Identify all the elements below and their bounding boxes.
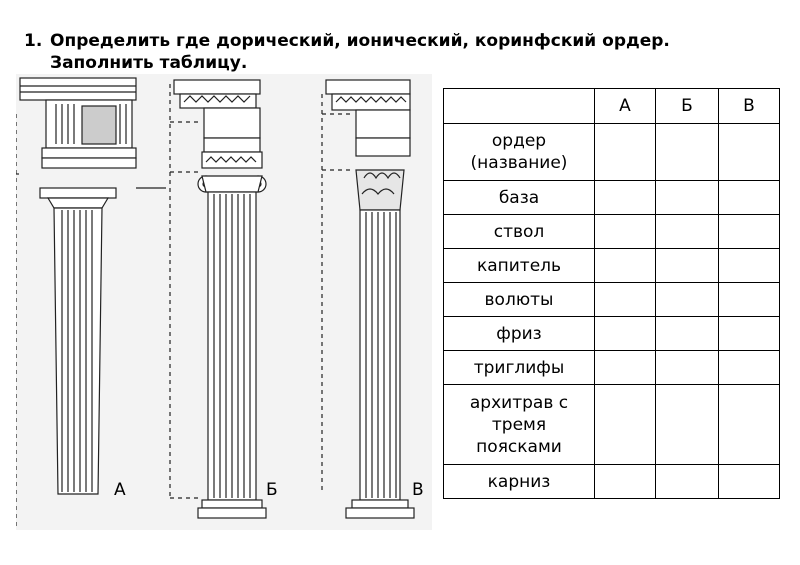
table-header-row [444, 89, 780, 124]
table-row [444, 465, 780, 499]
answer-cell[interactable] [656, 283, 719, 317]
columns-illustration [16, 74, 432, 530]
row-label-order [444, 124, 595, 181]
row-label-capital: капитель [444, 249, 595, 283]
answer-cell[interactable] [719, 124, 780, 181]
row-label-line: архитрав с [469, 392, 569, 413]
table-row [444, 351, 780, 385]
row-label-line: тремя [491, 414, 547, 435]
orders-table [443, 88, 780, 499]
table-row [444, 181, 780, 215]
header-cell-a: А [595, 89, 656, 124]
row-label-volutes: волюты [444, 283, 595, 317]
answer-cell[interactable] [595, 215, 656, 249]
row-label-cornice: карниз [444, 465, 595, 499]
table-row [444, 249, 780, 283]
row-label-triglyphs: триглифы [444, 351, 595, 385]
answer-cell[interactable] [595, 317, 656, 351]
header-cell-empty [444, 89, 595, 124]
answer-cell[interactable] [656, 215, 719, 249]
answer-cell[interactable] [656, 351, 719, 385]
answer-cell[interactable] [595, 385, 656, 465]
table-row [444, 124, 780, 181]
row-label-shaft: ствол [444, 215, 595, 249]
task-text-line-2: Заполнить таблицу. [50, 53, 248, 73]
answer-cell[interactable] [719, 317, 780, 351]
answer-cell[interactable] [595, 283, 656, 317]
header-cell-b: Б [656, 89, 719, 124]
answer-cell[interactable] [656, 465, 719, 499]
table-row [444, 215, 780, 249]
answer-cell[interactable] [595, 249, 656, 283]
row-label-base: база [444, 181, 595, 215]
answer-cell[interactable] [656, 181, 719, 215]
row-label-frieze: фриз [444, 317, 595, 351]
table-row [444, 385, 780, 465]
table-row [444, 317, 780, 351]
answer-cell[interactable] [656, 249, 719, 283]
row-label-architrave [444, 385, 595, 465]
answer-cell[interactable] [595, 465, 656, 499]
column-letter-c: В [412, 480, 424, 500]
answer-cell[interactable] [719, 465, 780, 499]
answer-cell[interactable] [719, 351, 780, 385]
column-letter-a: А [114, 480, 126, 500]
columns-drawing [16, 74, 432, 530]
task-text-line-1: Определить где дорический, ионический, коринфский ордер. [50, 31, 670, 51]
task-number: 1. [24, 31, 43, 51]
header-cell-c: В [719, 89, 780, 124]
column-letter-b: Б [266, 480, 278, 500]
answer-cell[interactable] [595, 351, 656, 385]
row-label-line: (название) [470, 153, 568, 173]
row-label-line: поясками [476, 436, 562, 457]
answer-cell[interactable] [656, 317, 719, 351]
table-row [444, 283, 780, 317]
answer-cell[interactable] [719, 283, 780, 317]
answer-cell[interactable] [719, 249, 780, 283]
answer-cell[interactable] [719, 215, 780, 249]
answer-cell[interactable] [595, 181, 656, 215]
answer-cell[interactable] [719, 385, 780, 465]
answer-cell[interactable] [719, 181, 780, 215]
answer-cell[interactable] [656, 385, 719, 465]
row-label-line: ордер [491, 131, 547, 151]
answer-cell[interactable] [595, 124, 656, 181]
answer-cell[interactable] [656, 124, 719, 181]
